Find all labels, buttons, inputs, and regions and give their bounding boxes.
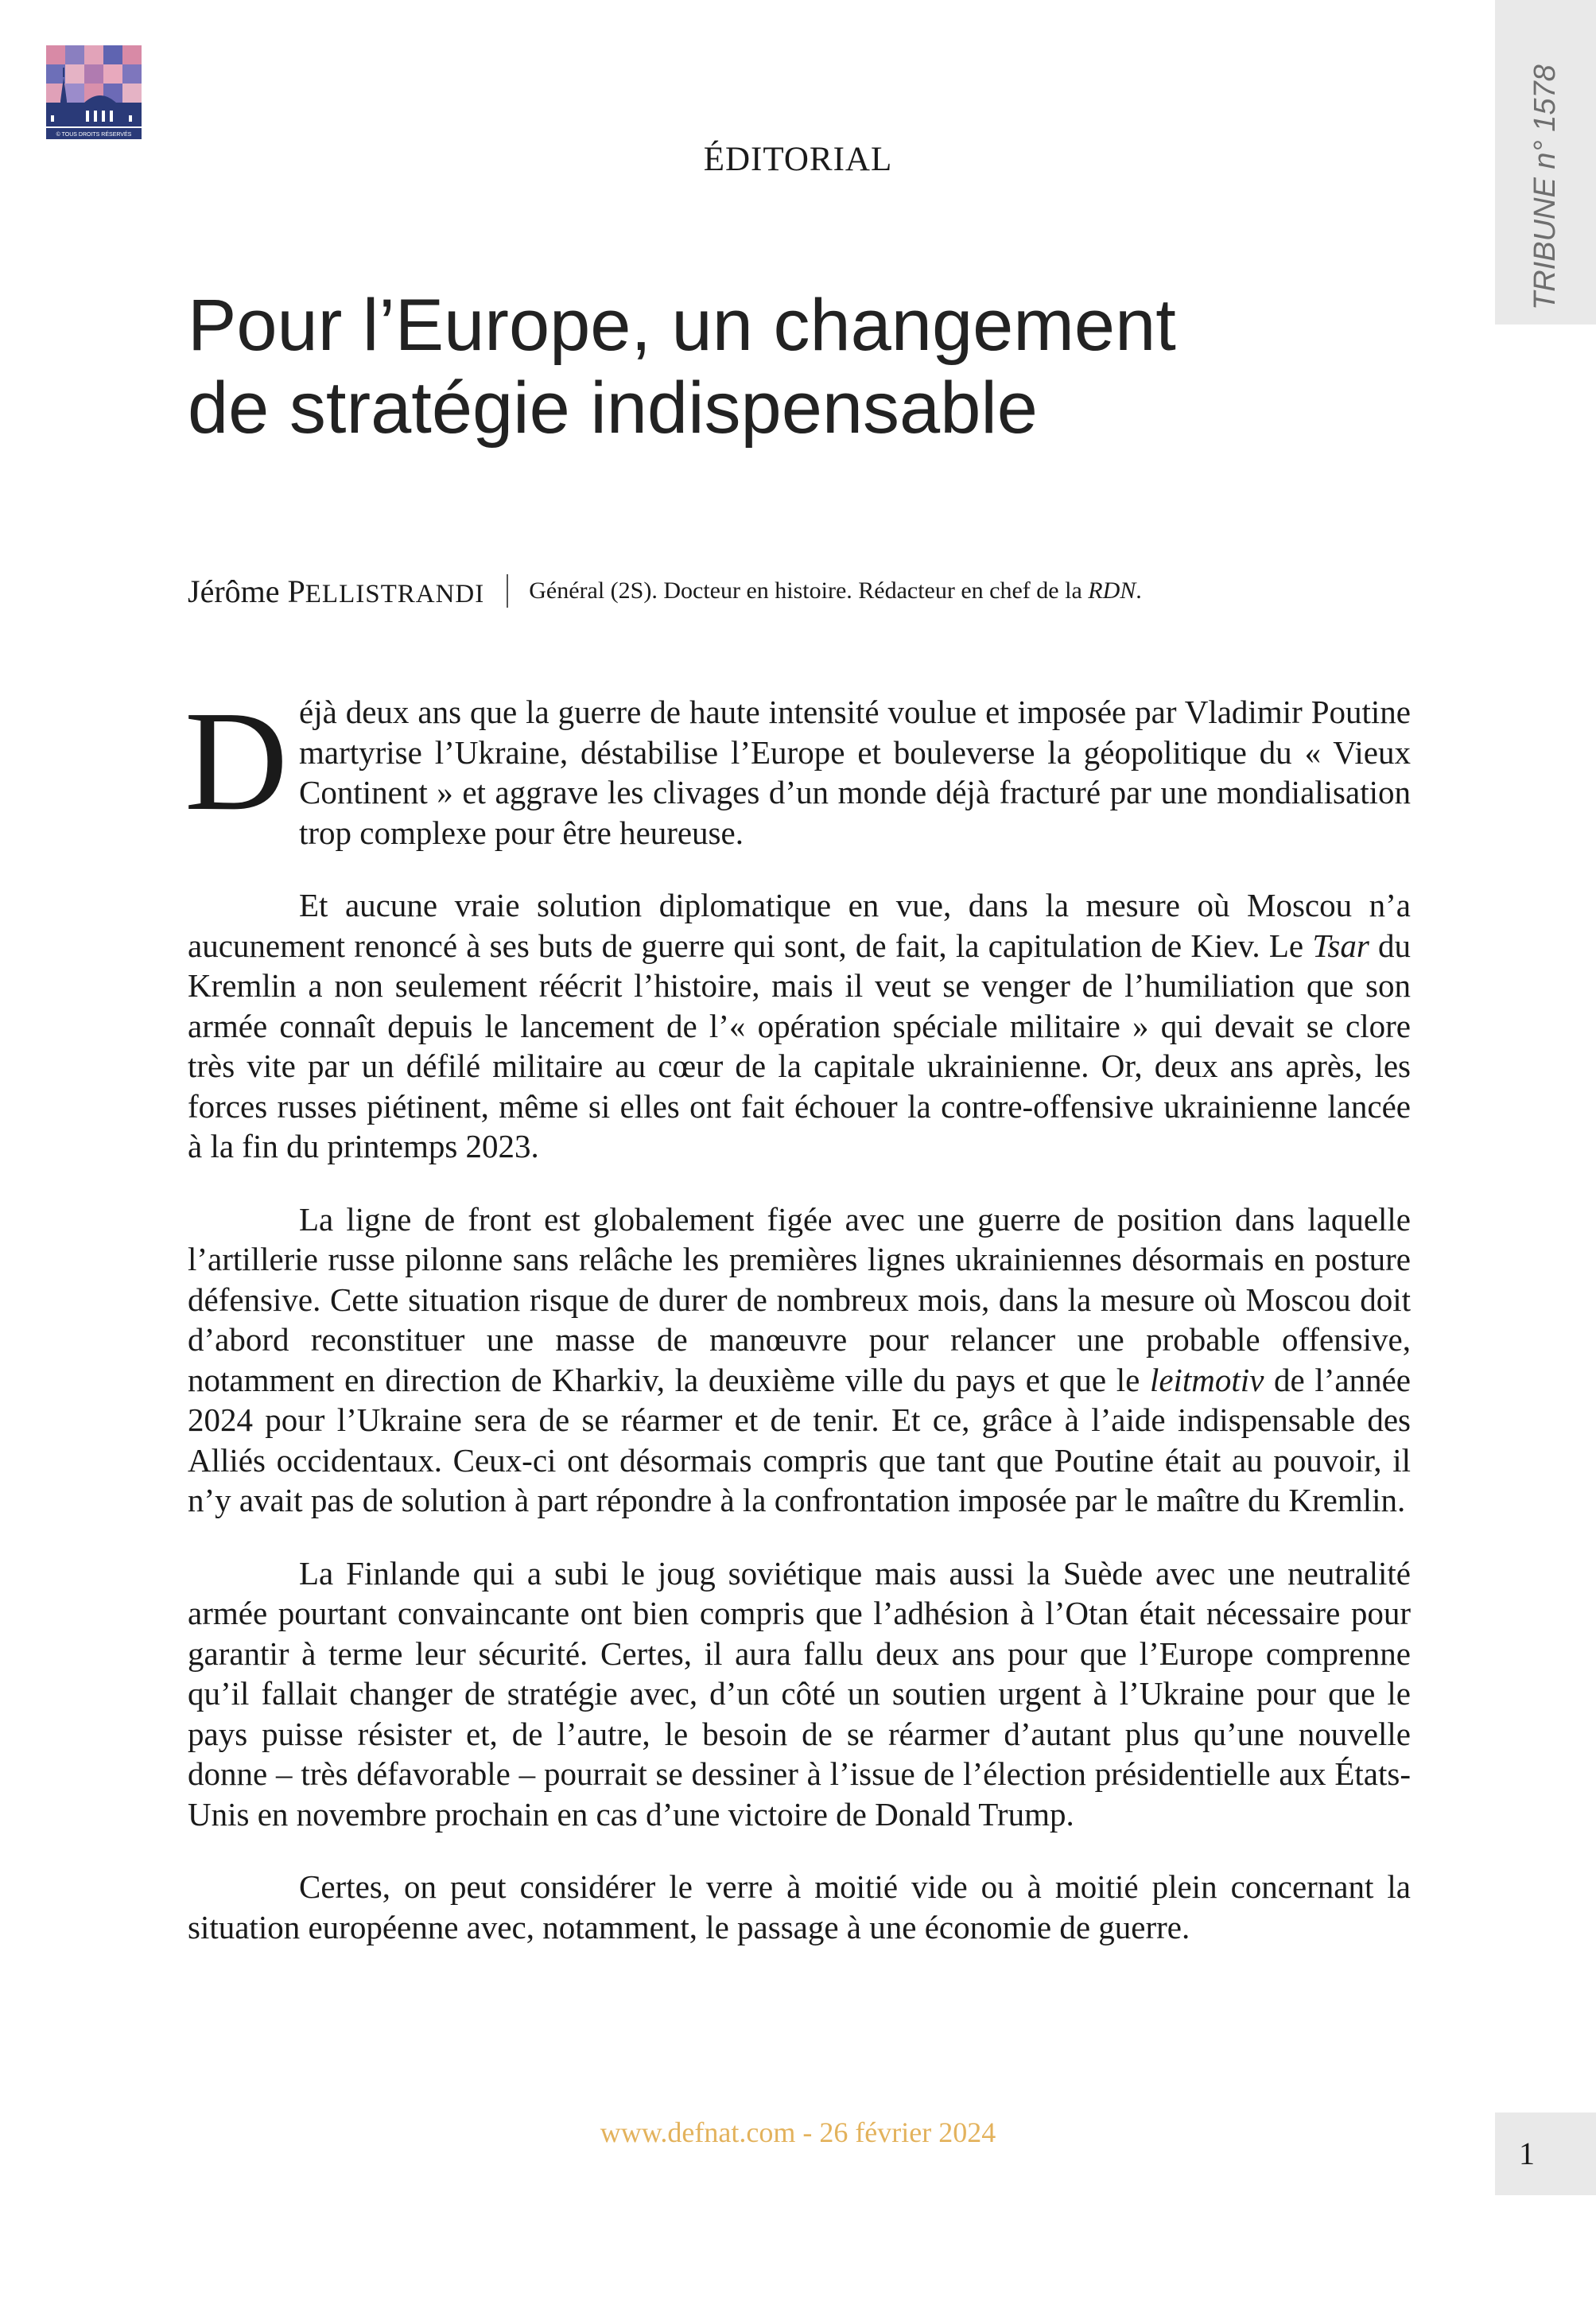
author-last-initial: P <box>287 573 305 609</box>
drop-cap: D <box>184 682 288 840</box>
page-number: 1 <box>1519 2136 1535 2171</box>
author-affiliation: Général (2S). Docteur en histoire. Rédacteur en chef de la RDN. <box>529 577 1142 604</box>
svg-text:© TOUS DROITS RÉSERVÉS: © TOUS DROITS RÉSERVÉS <box>56 132 132 138</box>
section-label: ÉDITORIAL <box>703 141 893 178</box>
byline <box>188 571 1142 611</box>
author-name <box>188 573 484 610</box>
paragraph-3: La ligne de front est globalement figée avec une guerre de position dans laquelle l’artillerie russe pilonne sans relâche les premières lignes ukrainiennes désormais en posture défensive. Cette situation risque de durer de nombreux mois, dans la mesure où Moscou doit d’abord reconstituer une masse de manœuvre pour relancer une probable offensive, notamment en direction de Kharkiv, la deuxième ville du pays et que le leitmotiv de l’année 2024 pour l’Ukraine sera de se réarmer et de tenir. Et ce, grâce à l’aide indispensable des Alliés occidentaux. Ceux-ci ont désormais compris que tant que Poutine était au pouvoir, il n’y avait pas de solution à part répondre à la confrontation imposée par le maître du Kremlin. <box>188 1200 1411 1518</box>
author-first-name: Jérôme <box>188 573 280 609</box>
title-line-2: de stratégie indispensable <box>188 367 1038 449</box>
journal-name: RDN <box>1088 577 1136 604</box>
author-last-name: ELLISTRANDI <box>305 579 485 608</box>
paragraph-5: Certes, on peut considérer le verre à moitié vide ou à moitié plein concernant la situation européenne avec, notamment, le passage à une économie de guerre. <box>188 1868 1411 1945</box>
footer-source: www.defnat.com - 26 février 2024 <box>600 2116 996 2148</box>
byline-divider <box>507 574 508 608</box>
title-line-1: Pour l’Europe, un changement <box>188 285 1176 366</box>
paragraph-2: Et aucune vraie solution diplomatique en vue, dans la mesure où Moscou n’a aucunement renoncé à ses buts de guerre qui sont, de fait, la capitulation de Kiev. Le Tsar du Kremlin a non seulement réécrit l’histoire, mais il veut se venger de l’humiliation que son armée connaît depuis le lancement de l’« opération spéciale militaire » qui devait se clore très vite par un défilé militaire au cœur de la capitale ukrainienne. Or, deux ans après, les forces russes piétinent, même si elles ont fait échouer la contre-offensive ukrainienne lancée à la fin du printemps 2023. <box>188 887 1412 1164</box>
article-title <box>188 285 1428 450</box>
publication-logo <box>46 45 142 139</box>
tribune-number: TRIBUNE n° 1578 <box>1528 64 1562 310</box>
paragraph-4: La Finlande qui a subi le joug soviétique mais aussi la Suède avec une neutralité armée pourtant convaincante ont bien compris que l’adhésion à l’Otan était nécessaire pour garantir à terme leur sécurité. Certes, il aura fallu deux ans pour que l’Europe comprenne qu’il fallait changer de stratégie avec, d’un côté un soutien urgent à l’Ukraine pour que le pays puisse résister et, de l’autre, le besoin de se réarmer d’autant plus qu’une nouvelle donne – très défavorable – pourrait se dessiner à l’issue de l’élection présidentielle aux États-Unis en novembre prochain en cas d’une victoire de Donald Trump. <box>188 1554 1411 1833</box>
paragraph-1: Déjà deux ans que la guerre de haute intensité voulue et imposée par Vladimir Poutine martyrise l’Ukraine, déstabilise l’Europe et bouleverse la géopolitique du « Vieux Continent » et aggrave les clivages d’un monde déjà fracturé par une mondialisation trop complexe pour être heureuse. <box>184 682 1411 851</box>
article-body <box>184 682 1412 1947</box>
